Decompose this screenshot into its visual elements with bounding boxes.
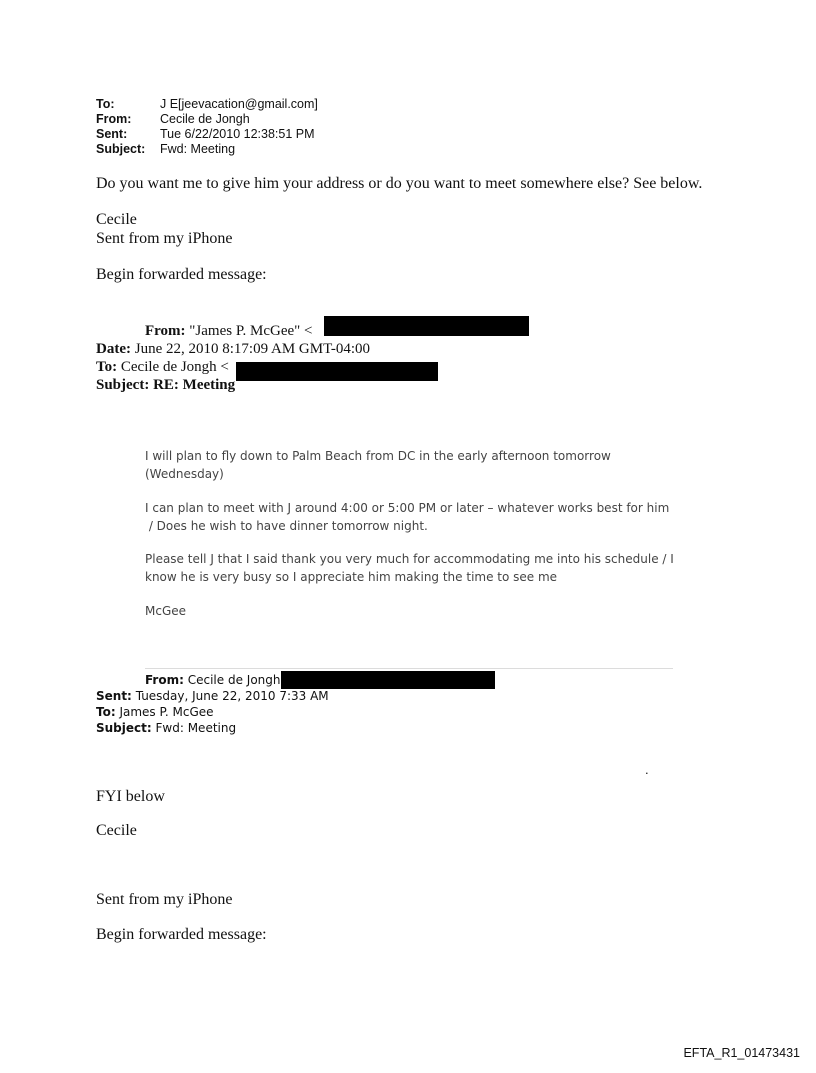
fwd2-from-row bbox=[145, 672, 280, 688]
header-sent-label: Sent: bbox=[96, 127, 128, 141]
fwd2-subject-value: Fwd: Meeting bbox=[155, 721, 237, 735]
fwd2-signature-name: Cecile bbox=[96, 822, 137, 839]
fwd1-date-row bbox=[96, 340, 370, 358]
fwd2-sent-value: Tuesday, June 22, 2010 7:33 AM bbox=[135, 689, 329, 703]
fwd2-begin-forwarded: Begin forwarded message: bbox=[96, 926, 267, 943]
fwd1-date-label: Date: bbox=[96, 341, 131, 357]
fwd2-from-value: Cecile de Jongh bbox=[187, 673, 281, 687]
fwd1-body-line: (Wednesday) bbox=[145, 467, 224, 481]
fwd1-from-label: From: bbox=[145, 323, 186, 339]
fwd2-fyi: FYI below bbox=[96, 788, 165, 805]
message-line1: Do you want me to give him your address or do you want to meet somewhere else? See below. bbox=[96, 175, 703, 192]
redaction-bar bbox=[324, 316, 529, 336]
fwd2-subject-row bbox=[96, 720, 236, 736]
separator-rule bbox=[145, 668, 673, 669]
fwd2-from-label: From: bbox=[145, 673, 184, 687]
fwd1-body-line: / Does he wish to have dinner tomorrow night. bbox=[145, 519, 428, 533]
fwd1-body-paragraph-1 bbox=[145, 447, 611, 483]
header-subject-row bbox=[96, 142, 318, 157]
header-subject-value: Fwd: Meeting bbox=[160, 142, 236, 156]
stray-dot: . bbox=[645, 762, 649, 777]
fwd1-body-line: I will plan to fly down to Palm Beach from DC in the early afternoon tomorrow bbox=[145, 449, 611, 463]
fwd1-body-paragraph-2 bbox=[145, 499, 669, 535]
fwd1-subject-label: Subject: bbox=[96, 377, 150, 393]
message-signature-name: Cecile bbox=[96, 211, 137, 228]
fwd1-body-paragraph-3 bbox=[145, 550, 674, 586]
header-sent-row bbox=[96, 127, 318, 142]
header-from-row bbox=[96, 112, 318, 127]
header-sent-value: Tue 6/22/2010 12:38:51 PM bbox=[160, 127, 315, 141]
header-from-label: From: bbox=[96, 112, 132, 126]
fwd1-subject-row bbox=[96, 376, 235, 394]
fwd1-from-value: "James P. McGee" < bbox=[189, 323, 313, 339]
document-id: EFTA_R1_01473431 bbox=[683, 1046, 800, 1060]
fwd2-to-value: James P. McGee bbox=[119, 705, 214, 719]
redaction-bar bbox=[236, 362, 438, 381]
fwd2-subject-label: Subject: bbox=[96, 721, 152, 735]
fwd1-body-line: know he is very busy so I appreciate him making the time to see me bbox=[145, 570, 558, 584]
fwd1-to-row bbox=[96, 358, 229, 376]
fwd2-signature-device: Sent from my iPhone bbox=[96, 891, 233, 908]
fwd1-date-value: June 22, 2010 8:17:09 AM GMT-04:00 bbox=[134, 341, 371, 357]
message-signature-device: Sent from my iPhone bbox=[96, 230, 233, 247]
redaction-bar bbox=[281, 671, 495, 689]
fwd1-subject-value: RE: Meeting bbox=[153, 377, 236, 393]
header-subject-label: Subject: bbox=[96, 142, 146, 156]
fwd1-from-row bbox=[145, 322, 312, 340]
fwd1-to-label: To: bbox=[96, 359, 118, 375]
fwd2-to-row bbox=[96, 704, 214, 720]
fwd2-to-label: To: bbox=[96, 705, 116, 719]
fwd1-body-line: Please tell J that I said thank you very much for accommodating me into his schedule / I bbox=[145, 552, 674, 566]
header-from-value: Cecile de Jongh bbox=[160, 112, 250, 126]
header-to-label: To: bbox=[96, 97, 115, 111]
fwd1-body-line: I can plan to meet with J around 4:00 or 5:00 PM or later – whatever works best for him bbox=[145, 501, 670, 515]
fwd1-body-signature: McGee bbox=[145, 604, 187, 618]
message-begin-forwarded: Begin forwarded message: bbox=[96, 266, 267, 283]
fwd1-to-value: Cecile de Jongh < bbox=[120, 359, 229, 375]
fwd2-sent-label: Sent: bbox=[96, 689, 132, 703]
header-to-value: J E[jeevacation@gmail.com] bbox=[160, 97, 318, 111]
header-to-row bbox=[96, 97, 318, 112]
email-header bbox=[96, 97, 318, 157]
fwd2-sent-row bbox=[96, 688, 329, 704]
